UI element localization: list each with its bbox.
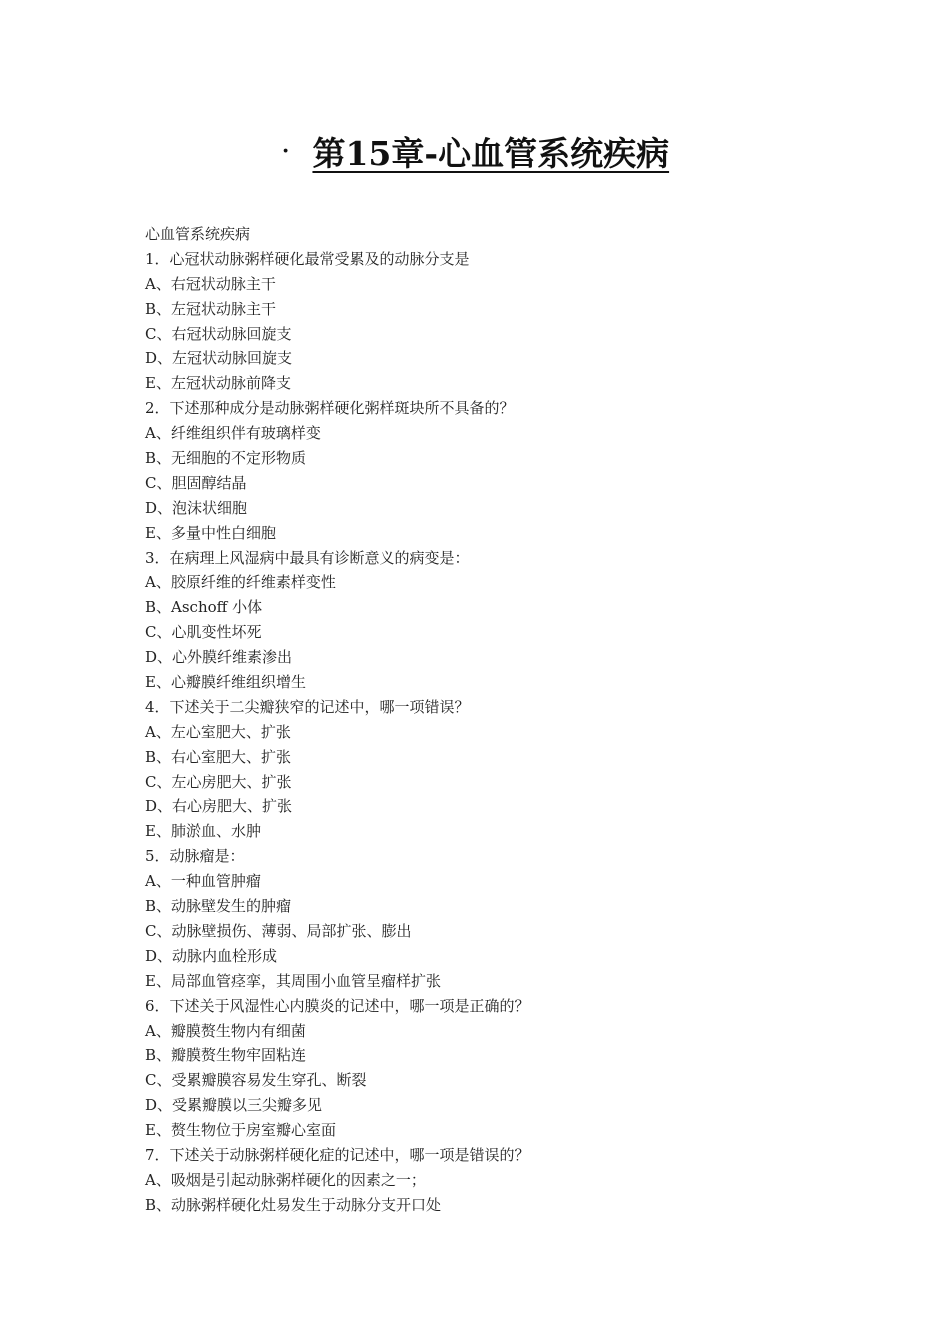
text-line: E、左冠状动脉前降支 xyxy=(145,374,291,393)
text-line: C、右冠状动脉回旋支 xyxy=(145,324,292,343)
text-line: E、多量中性白细胞 xyxy=(145,523,276,542)
question-list xyxy=(145,247,845,1218)
text-line: D、心外膜纤维素渗出 xyxy=(145,648,293,667)
text-line: B、右心室肥大、扩张 xyxy=(145,747,292,766)
text-line: 2．下述那种成分是动脉粥样硬化粥样斑块所不具备的？ xyxy=(145,399,515,418)
text-line: A、右冠状动脉主干 xyxy=(145,274,276,293)
text-line: D、受累瓣膜以三尖瓣多见 xyxy=(145,1096,323,1115)
text-line: D、泡沫状细胞 xyxy=(145,498,248,517)
text-line: E、局部血管痉挛，其周围小血管呈瘤样扩张 xyxy=(145,971,441,990)
text-line: C、胆固醇结晶 xyxy=(145,473,247,492)
text-line: B、左冠状动脉主干 xyxy=(145,299,277,318)
text-line: 6．下述关于风湿性心内膜炎的记述中，哪一项是正确的？ xyxy=(145,996,530,1015)
text-line: 7．下述关于动脉粥样硬化症的记述中，哪一项是错误的？ xyxy=(145,1145,530,1164)
text-line: B、动脉粥样硬化灶易发生于动脉分支开口处 xyxy=(145,1195,442,1214)
text-line: C、左心房肥大、扩张 xyxy=(145,772,292,791)
text-line: E、赘生物位于房室瓣心室面 xyxy=(145,1121,336,1140)
text-line: D、右心房肥大、扩张 xyxy=(145,797,293,816)
text-line: C、心肌变性坏死 xyxy=(145,623,262,642)
text-line: E、肺淤血、水肿 xyxy=(145,822,261,841)
text-line: 1．心冠状动脉粥样硬化最常受累及的动脉分支是 xyxy=(145,249,470,268)
document-body xyxy=(145,222,845,1218)
text-line: B、Aschoff 小体 xyxy=(145,598,263,617)
text-line: D、动脉内血栓形成 xyxy=(145,946,278,965)
text-line: C、动脉壁损伤、薄弱、局部扩张、膨出 xyxy=(145,921,412,940)
text-line: B、无细胞的不定形物质 xyxy=(145,449,307,468)
text-line: B、动脉壁发生的肿瘤 xyxy=(145,897,292,916)
text-line: B、瓣膜赘生物牢固粘连 xyxy=(145,1046,307,1065)
title-block xyxy=(0,128,950,175)
text-line: C、受累瓣膜容易发生穿孔、断裂 xyxy=(145,1071,367,1090)
text-line: A、胶原纤维的纤维素样变性 xyxy=(145,573,336,592)
text-line: E、心瓣膜纤维组织增生 xyxy=(145,673,306,692)
text-line: A、一种血管肿瘤 xyxy=(145,872,261,891)
text-line: A、纤维组织伴有玻璃样变 xyxy=(145,424,321,443)
text-line: 3．在病理上风湿病中最具有诊断意义的病变是： xyxy=(145,548,470,567)
section-heading: 心血管系统疾病 xyxy=(145,225,251,243)
text-line: A、瓣膜赘生物内有细菌 xyxy=(145,1021,306,1040)
title-bullet: · xyxy=(280,134,291,169)
text-line: 4．下述关于二尖瓣狭窄的记述中，哪一项错误？ xyxy=(145,697,470,716)
text-line: 5．动脉瘤是： xyxy=(145,847,245,866)
page-title: 第15章-心血管系统疾病 xyxy=(312,134,670,173)
text-line: D、左冠状动脉回旋支 xyxy=(145,349,293,368)
text-line: A、吸烟是引起动脉粥样硬化的因素之一； xyxy=(145,1170,426,1189)
text-line: A、左心室肥大、扩张 xyxy=(145,722,291,741)
